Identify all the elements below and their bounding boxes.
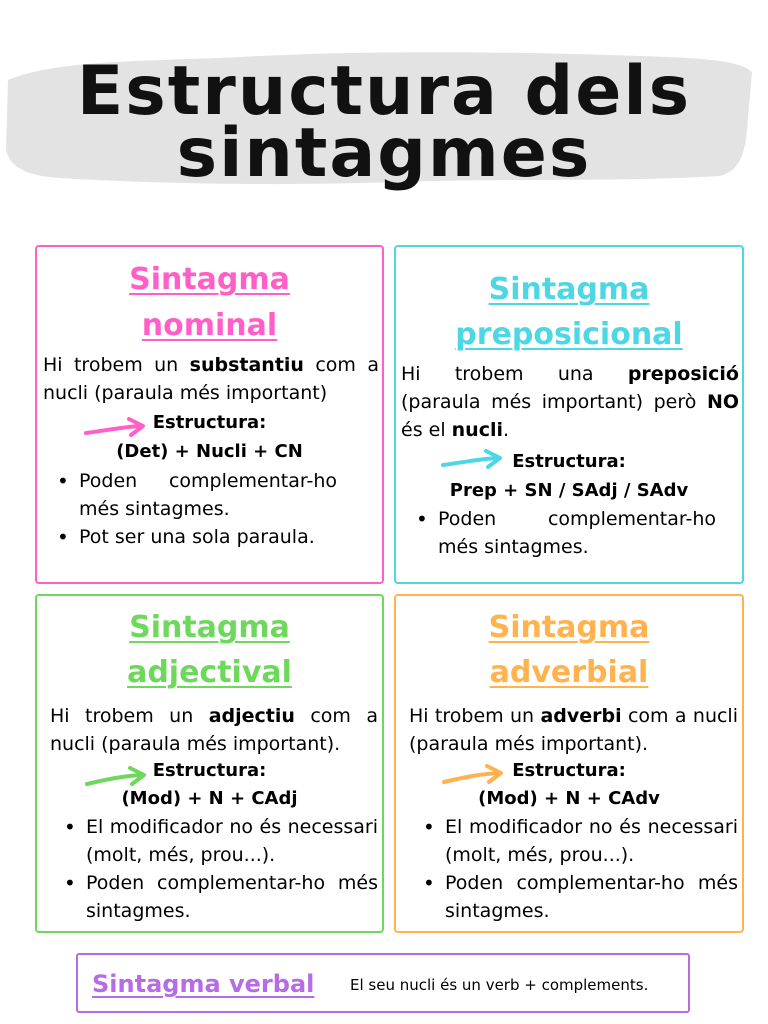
card-title-line-2: adjectival <box>127 655 292 690</box>
card-title-line-1: Sintagma <box>488 610 650 645</box>
card-sintagma-preposicional <box>394 245 744 584</box>
list-item: • Poden complementar-ho més sintagmes. <box>416 505 716 561</box>
keyword: adjectiu <box>208 705 295 727</box>
card-sintagma-adjectival <box>35 594 384 933</box>
list-item: • El modificador no és necessari (molt, més, prou...). <box>423 813 738 869</box>
card-description: Hi trobem un adverbi com a nucli (paraula més important). <box>409 705 738 755</box>
keyword: adverbi <box>540 705 622 727</box>
bullet-list <box>64 813 378 925</box>
structure-label: Estructura: <box>152 412 267 433</box>
list-item: • El modificador no és necessari (molt, més, prou...). <box>64 813 378 869</box>
bullet-list <box>416 505 716 561</box>
card-description: Hi trobem un substantiu com a nucli (paraula més important) <box>43 354 379 404</box>
card-sintagma-verbal <box>76 953 690 1013</box>
card-title-line-2: preposicional <box>455 317 683 352</box>
keyword: NO <box>706 391 739 413</box>
structure-formula: (Mod) + N + CAdj <box>121 788 298 809</box>
card-sintagma-nominal <box>35 245 384 584</box>
structure-label: Estructura: <box>512 760 626 781</box>
bullet-list <box>57 467 337 551</box>
card-description: Hi trobem una preposició (paraula més important) però NO és el nucli. <box>401 363 739 441</box>
keyword: preposició <box>627 363 739 385</box>
list-item: • Poden complementar-ho més sintagmes. <box>64 869 378 925</box>
list-item: • Poden complementar-ho més sintagmes. <box>423 869 738 925</box>
card-description: El seu nucli és un verb + complements. <box>350 976 649 994</box>
structure-label: Estructura: <box>512 451 626 472</box>
keyword: substantiu <box>189 354 304 376</box>
keyword: nucli <box>451 419 503 441</box>
list-item: • Pot ser una sola paraula. <box>57 523 337 551</box>
structure-label: Estructura: <box>152 760 267 781</box>
structure-formula: (Mod) + N + CAdv <box>478 788 660 809</box>
card-title: Sintagma verbal <box>92 970 315 998</box>
list-item: • Poden complementar-ho més sintagmes. <box>57 467 337 523</box>
card-title-line-1: Sintagma <box>488 272 650 307</box>
card-description: Hi trobem un adjectiu com a nucli (paraula més important). <box>50 705 378 755</box>
page-title-line-1: Estructura dels <box>76 52 692 131</box>
page-title-line-2: sintagmes <box>176 114 592 193</box>
card-title-line-1: Sintagma <box>129 610 290 645</box>
title-banner <box>0 0 768 230</box>
bullet-list <box>423 813 738 925</box>
card-title-line-2: adverbial <box>489 655 649 690</box>
structure-formula: Prep + SN / SAdj / SAdv <box>449 480 689 501</box>
structure-formula: (Det) + Nucli + CN <box>116 441 303 462</box>
card-sintagma-adverbial <box>394 594 744 933</box>
card-title-line-1: Sintagma <box>129 262 290 297</box>
card-title-line-2: nominal <box>141 308 278 343</box>
